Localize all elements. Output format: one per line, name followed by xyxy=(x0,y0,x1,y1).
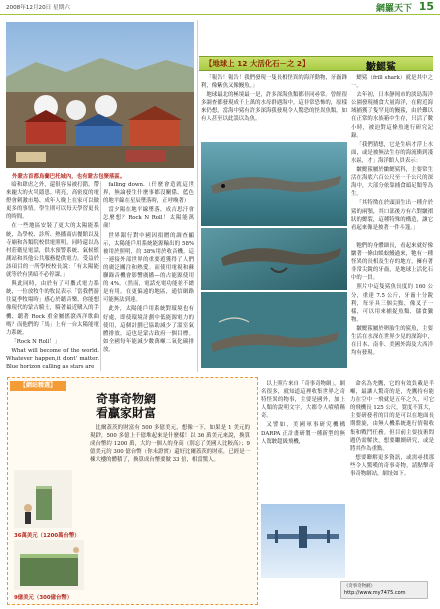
aircraft-illustration xyxy=(261,504,345,578)
shark-photo-middle xyxy=(201,228,347,290)
bottom-mid-paragraph: 以上照片來自「奇事奇物網」，網名很多，就知道這裡收集世界之奇特怪異的物事，主要是國外，加上人類的說明文字，大都令人嘖嘖稱奇。 xyxy=(261,381,345,420)
section-divider xyxy=(197,20,198,372)
cash-stack-small xyxy=(14,470,72,528)
website-label: 《奇事奇物網》 xyxy=(344,584,375,589)
website-url[interactable]: http://www.my7475.com xyxy=(344,590,406,596)
left-paragraph: 暗和肆虐之外，還很容易被打錯，帶來龐大的火災隱患。明亮，高密度的電燈會刺激市場、成年人晚上在家可以做更多的事情。學生則可以每天學習更長的時間。 xyxy=(6,182,99,221)
bottom-right-paragraph: 想要瞭解更多資訊，或需尋找那些令人驚嘆的奇事奇物，請點擊奇事奇物網站，網址如下。 xyxy=(350,454,434,478)
shark-paragraph: 「報告！報告！我們發現一隻長相怪異的海洋動物，牙齒鋒利，像紫魚又像鰻魚。」 xyxy=(201,75,347,90)
left-column xyxy=(6,181,99,373)
middle-paragraph: 世界銀行對中國因捐贈的調查顯示，太陽能戶用系統能源輸出的 58%被用於照明，約 38%用於收音機，這一連接外部世界的重要遊獲得了人們的廣泛關注和熱愛。而使用電視和蘇聯錄音機會影響廣播—的占能源使用的 4%。（然而，電話充電功能並不總是有用，在更偏遠的地區，通信網路可能無法到達。 xyxy=(103,232,194,304)
shark-paragraph: 地球最北的極境最一是，許多深海魚類都非同尋常。曾經很多調查都發現成千上萬的水母群遇海中。這非常恐怖的，原樣來仍想，當海中鯊有許多深海我發現令人驚恐的怪異魚類，如有人甚至以此誤以為魚。 xyxy=(201,92,347,123)
page-number: 15 xyxy=(418,0,434,13)
shark-photo-large xyxy=(201,142,347,226)
cash-stack-large xyxy=(14,540,84,590)
left-paragraph: What will become of the world. Whatever happen,it dont' matter. Blue horizon calling as stars are xyxy=(6,347,99,371)
shark-paragraph: 皺鰓鯊屬於皺鰓鯊科，主要常生活在海底六百公尺至一千公尺的深海中，大部分依靠捕食頭足類等為生。 xyxy=(351,167,433,198)
article-banner xyxy=(199,56,433,71)
shark-paragraph: 鰓鯊（frill shark）就是其中之一。 xyxy=(351,75,433,90)
cash-caption-large: 9億美元（300億台幣） xyxy=(14,595,73,601)
shark-paragraph: 皺鰓鯊屬於卵胎生的鯊魚，主要生活在水深在世界少見的深海中，在日本、南非、美國外海及大西洋均有發現。 xyxy=(351,325,433,357)
shark-text-c xyxy=(351,242,433,372)
shark-paragraph: 去年初，日本靜岡市的淡島海洋公園發現捕食大量海洋，在附近海域捕獲了隻罕見的鰻鯊，由於難以在正常的水族箱中生存，只活了數小時，被迫對這條魚進行研究記錄。 xyxy=(351,92,433,139)
article-title: 皺鰓鯊 xyxy=(366,62,396,73)
page-header xyxy=(0,0,440,15)
shark-paragraph: 「其特徵在於頭頂生出一種介於鯊的兩顎，其口部後方有六對皺褶狀的鰓裂，這種特殊的構造，讓它看起來像是披著一件斗篷。」 xyxy=(351,200,433,231)
left-paragraph: 「Rock N Roll！」 xyxy=(11,338,61,345)
shark-paragraph: 「我們猜想，它是生病才浮上水面，或是被無法生存的海流衝到淺水區，才」海洋館人員表示： xyxy=(351,141,433,164)
banner-title: 【地球上 12 大活化石－之 2】 xyxy=(205,59,310,68)
shark-paragraph: 牠們的身體細長，看起來就好像皺著一條由蜈蚣鰻過來，牠有一種怪異的長相及生存的地方，擁有著非常尖銳的牙齒，是地球上活化石中的一員。 xyxy=(351,243,433,282)
cash-caption-small: 36萬美元（1200萬台幣） xyxy=(14,533,80,539)
shark-text-b xyxy=(351,74,433,240)
city-photo-image xyxy=(6,22,194,168)
featured-title-line1: 奇事奇物網 xyxy=(96,392,157,406)
section-name: 網羅天下 xyxy=(375,4,412,14)
shark-photo-middle-image xyxy=(201,228,347,290)
featured-paragraph: 比爾蓋茨的財富有 500 多億美元，想像一下，如果是 1 美元的現鈔，500 多億上千億堆起來是什麼樣！以 36 萬美元來說，換算成台幣約 1200 萬，大約一個人的身高（別忘了美國人比較高）；9 億美元約 300 億台幣（你未證實）還好比爾蓋茨的財產，已經是一棟大樓的體積了，換算成台幣要做 33 倍，相當驚人。 xyxy=(90,425,250,464)
column-divider xyxy=(100,181,101,371)
bottom-mid-column xyxy=(261,380,345,500)
featured-title xyxy=(96,392,156,420)
cash-stack-large-image xyxy=(14,540,84,590)
middle-paragraph: falling down.（什麼會造就這世界，無論發生什麼事都沒關係，藍色的地平線在星辰墜落時，正呼喚著） xyxy=(103,182,194,205)
left-paragraph: 與此同時，由於有了可攜式電力系統，一位放牧牛的牧民表示「當我們游往夏季牧場時」感心於聽音樂。你能想像現代的蒙古騎士，騎著最近購入的手機、聽著 Rock 重金屬搖滾西洋歌曲嗎？而他們的「馬」上有一台太陽能電力系統。 xyxy=(6,281,99,336)
shark-photo-large-image xyxy=(201,142,347,226)
middle-paragraph: 此外，太陽能戶用系統對環境也有好處，即使環境計劃中低能源電力的使用，這個計劃已協助減少了溫室氣體排放，這也是蒙古政府一個目標。如全國每年能減少數萬噸二氧化碳排放。 xyxy=(103,306,194,353)
cash-stack-small-image xyxy=(14,470,72,528)
featured-tag: 【網站精選】 xyxy=(10,381,66,391)
website-link-box xyxy=(340,581,428,599)
photo-caption-city: 外蒙古首都烏蘭巴托城內，也有蒙古包聚落區。 xyxy=(12,174,126,180)
shark-paragraph: 照片中這隻鯊魚長度約 160 公分，重達 7.5 公斤，牙齒十分銳利，每牙具三個尖點，像叉子一樣，可以用來捕捉魚類，儲食獵物。 xyxy=(351,284,433,323)
featured-title-line2: 看贏家財富 xyxy=(96,406,157,420)
shark-text-a xyxy=(201,74,347,140)
shark-photo-bottom-image xyxy=(201,292,347,368)
city-photo xyxy=(6,22,194,168)
aircraft-illustration-image xyxy=(261,504,345,578)
issue-date: 2008年12月20日 星期六 xyxy=(6,5,70,11)
middle-column xyxy=(103,181,194,373)
bottom-right-column xyxy=(350,380,434,578)
left-paragraph: 在一些地區安裝了更大的太陽能系統，為學校、診所、熱播商店餐館以及寺廟和各類院校供電照明，同時還以為村莊衛星電話，供水預警系統、氣候監測站和其他公共服務提供電力。受益於該項目的一所學校校長說：「有太陽能就等於有黑暗不必停課。」 xyxy=(6,223,99,279)
featured-body xyxy=(90,424,250,574)
middle-paragraph: 當夕陽在地平線墜落，成吉思汗會怎麼想？Rock N Roll！太陽能萬歲！ xyxy=(103,207,194,230)
bottom-right-paragraph: 命名為禿鷹，它的有效負載是半噸，最讓人驚奇的是，禿鷹持有能力在空中一飛就是五年之久，可它的飛機長 125 公尺，寬度不算大，主要研發者的目的是可以在地面長期盤旋，由無人機系統進行情報收集和戰鬥任務。但目前主要技術問題仍需解決，想要繼續研究，或是將其作為重點。 xyxy=(350,381,434,452)
shark-photo-bottom xyxy=(201,292,347,368)
bottom-mid-paragraph: 又譬如，美國軍事研究機構 DARPA 正計畫研製一種新型的無人駕駛超級飛機， xyxy=(261,422,345,445)
